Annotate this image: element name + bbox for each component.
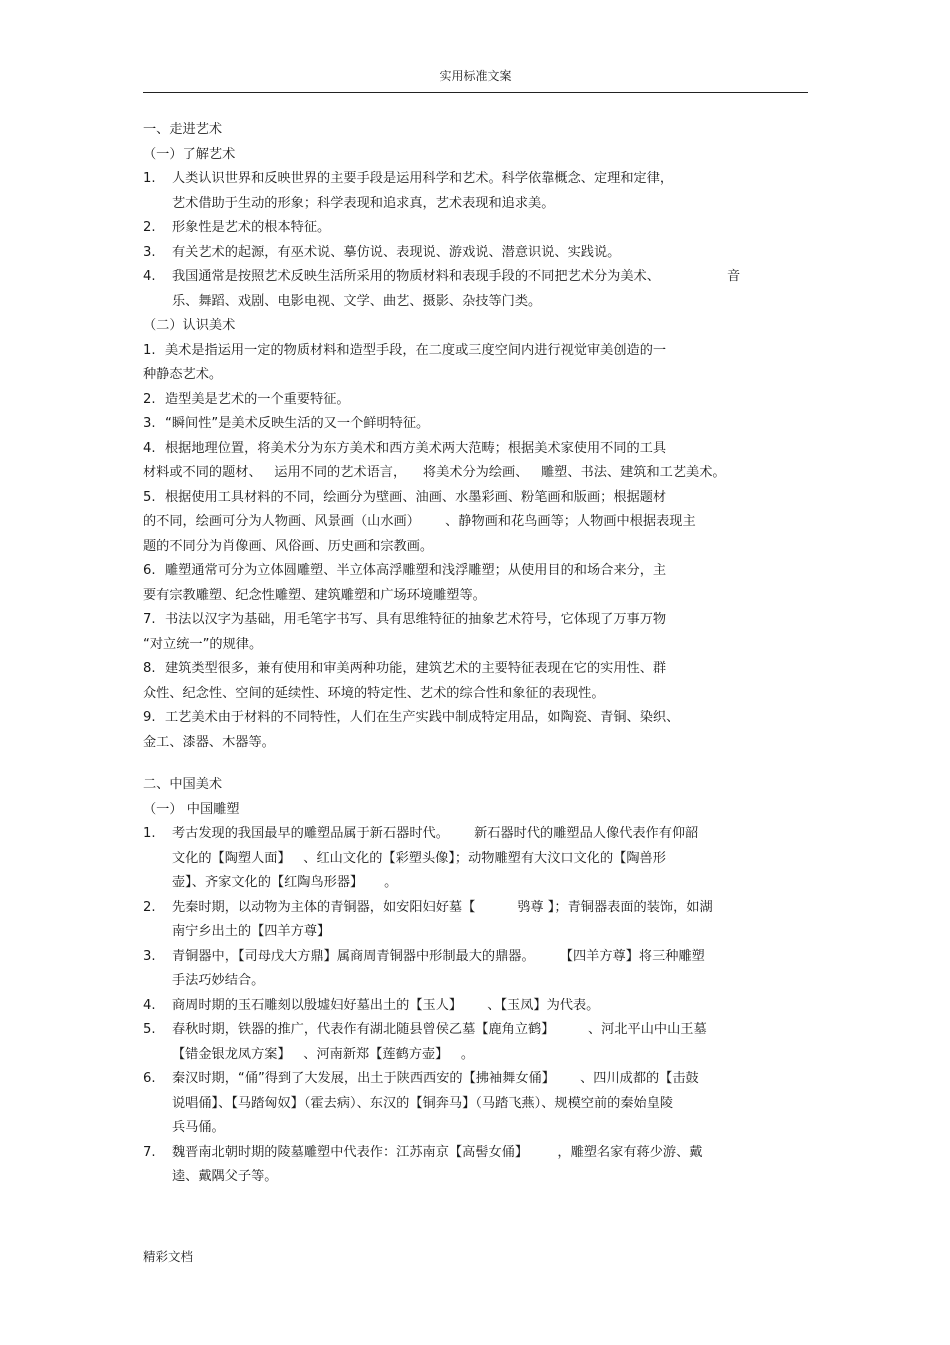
list-item-line	[143, 731, 808, 756]
section-heading: 一、走进艺术	[143, 122, 223, 137]
list-item	[143, 216, 808, 241]
page-header	[143, 66, 808, 93]
item-number: 1.	[143, 171, 156, 186]
section-heading: 二、中国美术	[143, 777, 223, 792]
list-item-line	[143, 1116, 808, 1141]
item-number: 1.	[143, 342, 156, 358]
item-number: 5.	[143, 1022, 156, 1037]
item-text: 形象性是艺术的根本特征。	[172, 220, 331, 235]
item-number: 5.	[143, 489, 156, 505]
item-text: 建筑类型很多，兼有使用和审美两种功能，建筑艺术的主要特征表现在它的实用性、群	[165, 661, 667, 676]
list-item-line	[143, 388, 808, 413]
item-text: 南宁乡出土的【四羊方尊】	[172, 924, 331, 939]
item-text: 要有宗教雕塑、纪念性雕塑、建筑雕塑和广场环境雕塑等。	[143, 587, 486, 603]
list-item-line	[143, 1141, 808, 1166]
item-text: 美术是指运用一定的物质材料和造型手段，在二度或三度空间内进行视觉审美创造的一	[165, 342, 667, 358]
item-text: 说唱俑】、【马踏匈奴】（霍去病）、东汉的【铜奔马】（马踏飞燕）、规模空前的秦始皇陵	[172, 1095, 674, 1111]
header-title: 实用标准文案	[439, 69, 512, 83]
item-text: 艺术借助于生动的形象；科学表现和追求真，艺术表现和追求美。	[172, 195, 555, 211]
item-number: 3.	[143, 416, 156, 431]
item-text: 金工、漆器、木器等。	[143, 734, 275, 750]
list-item	[143, 437, 808, 486]
list-item-line	[143, 682, 808, 707]
item-text: 魏晋南北朝时期的陵墓雕塑中代表作：江苏南京【高髻女俑】 ，雕塑名家有蒋少游、戴	[172, 1144, 703, 1160]
item-text: 先秦时期，以动物为主体的青铜器，如安阳妇好墓【 鸮尊 】；青铜器表面的装饰，如湖	[172, 899, 713, 915]
item-text: 我国通常是按照艺术反映生活所采用的物质材料和表现手段的不同把艺术分为美术、 音	[172, 269, 741, 284]
item-text: 文化的【陶塑人面】 、红山文化的【彩塑头像】；动物雕塑有大汶口文化的【陶兽形	[172, 850, 666, 866]
subsection-heading: （二）认识美术	[143, 318, 236, 333]
item-text: “瞬间性”是美术反映生活的又一个鲜明特征。	[165, 416, 430, 431]
list-item-line	[143, 216, 808, 241]
list-item-line	[143, 822, 808, 847]
list-item	[143, 167, 808, 216]
item-text: 秦汉时期，“俑”得到了大发展，出土于陕西西安的【拂袖舞女俑】 、四川成都的【击鼓	[172, 1071, 699, 1086]
subsection-heading: （一） 中国雕塑	[143, 801, 240, 817]
list-item-line	[143, 265, 808, 290]
list-item-line	[143, 192, 808, 217]
list-item-line	[143, 486, 808, 511]
list-item-line	[143, 871, 808, 896]
item-text: 根据地理位置，将美术分为东方美术和西方美术两大范畴；根据美术家使用不同的工具	[165, 440, 667, 456]
list-item	[143, 1141, 808, 1190]
list-item-line	[143, 584, 808, 609]
list-item-line	[143, 437, 808, 462]
list-item	[143, 1067, 808, 1141]
list-item	[143, 896, 808, 945]
item-text: 雕塑通常可分为立体圆雕塑、半立体高浮雕塑和浅浮雕塑；从使用目的和场合来分，主	[165, 563, 667, 578]
item-text: 材料或不同的题材、 运用不同的艺术语言， 将美术分为绘画、 雕塑、书法、建筑和工艺美术。	[143, 465, 726, 480]
list-item-line	[143, 657, 808, 682]
list-item-line	[143, 167, 808, 192]
list-item-line	[143, 706, 808, 731]
item-text: 根据使用工具材料的不同，绘画分为壁画、油画、水墨彩画、粉笔画和版画；根据题材	[165, 489, 667, 505]
list-item-line	[143, 1165, 808, 1190]
item-number: 3.	[143, 948, 156, 964]
list-item-line	[143, 290, 808, 315]
list-item	[143, 388, 808, 413]
list-item	[143, 412, 808, 437]
list-item-line	[143, 559, 808, 584]
item-text: 种静态艺术。	[143, 367, 223, 382]
item-number: 3.	[143, 244, 156, 260]
list-item	[143, 994, 808, 1019]
list-item-line	[143, 608, 808, 633]
item-text: 人类认识世界和反映世界的主要手段是运用科学和艺术。科学依靠概念、定理和定律，	[172, 171, 674, 186]
list-item-line	[143, 1092, 808, 1117]
list-item-line	[143, 1043, 808, 1068]
list-item-line	[143, 535, 808, 560]
item-number: 6.	[143, 563, 156, 578]
list-item-line	[143, 1018, 808, 1043]
item-number: 1.	[143, 826, 156, 841]
list-item-line	[143, 847, 808, 872]
list-item	[143, 657, 808, 706]
item-text: 【错金银龙凤方案】 、河南新郑【莲鹤方壶】 。	[172, 1046, 475, 1062]
list-item-line	[143, 363, 808, 388]
item-text: 手法巧妙结合。	[172, 973, 265, 988]
item-text: 工艺美术由于材料的不同特性，人们在生产实践中制成特定用品，如陶瓷、青铜、染织、	[165, 710, 680, 725]
document-body	[143, 118, 808, 1190]
list-item-line	[143, 510, 808, 535]
item-text: 众性、纪念性、空间的延续性、环境的特定性、艺术的综合性和象征的表现性。	[143, 685, 605, 701]
item-text: 兵马俑。	[172, 1120, 225, 1135]
item-text: 乐、舞蹈、戏剧、电影电视、文学、曲艺、摄影、杂技等门类。	[172, 293, 542, 309]
item-text: 青铜器中，【司母戊大方鼎】属商周青铜器中形制最大的鼎器。 【四羊方尊】将三种雕塑	[172, 948, 705, 964]
list-item	[143, 706, 808, 755]
item-number: 8.	[143, 661, 156, 676]
list-item	[143, 945, 808, 994]
item-number: 4.	[143, 440, 156, 456]
list-item-line	[143, 339, 808, 364]
item-number: 2.	[143, 899, 156, 915]
item-text: 逵、戴隅父子等。	[172, 1169, 278, 1184]
item-number: 7.	[143, 1144, 156, 1160]
item-text: 春秋时期，铁器的推广，代表作有湖北随县曾侯乙墓【鹿角立鹤】 、河北平山中山王墓	[172, 1022, 707, 1037]
list-item	[143, 608, 808, 657]
list-item-line	[143, 969, 808, 994]
list-item-line	[143, 412, 808, 437]
item-text: 考古发现的我国最早的雕塑品属于新石器时代。 新石器时代的雕塑品人像代表作有仰韶	[172, 826, 699, 841]
list-item-line	[143, 1067, 808, 1092]
item-number: 2.	[143, 220, 156, 235]
list-item-line	[143, 896, 808, 921]
list-item-line	[143, 461, 808, 486]
list-item-line	[143, 920, 808, 945]
item-number: 4.	[143, 269, 156, 284]
subsection-heading: （一）了解艺术	[143, 146, 236, 162]
item-text: 题的不同分为肖像画、风俗画、历史画和宗教画。	[143, 538, 434, 554]
list-item	[143, 559, 808, 608]
item-text: 有关艺术的起源，有巫术说、摹仿说、表现说、游戏说、潜意识说、实践说。	[172, 244, 621, 260]
item-number: 4.	[143, 997, 156, 1013]
section-spacer	[143, 755, 808, 773]
footer-text: 精彩文档	[143, 1249, 194, 1264]
list-item-line	[143, 633, 808, 658]
list-item	[143, 241, 808, 266]
list-item	[143, 339, 808, 388]
list-item	[143, 1018, 808, 1067]
item-text: 商周时期的玉石雕刻以殷墟妇好墓出土的【玉人】 、【玉凤】为代表。	[172, 997, 600, 1013]
item-text: “对立统一”的规律。	[143, 636, 263, 652]
item-number: 2.	[143, 391, 156, 407]
item-number: 7.	[143, 612, 156, 627]
list-item	[143, 265, 808, 314]
item-text: 的不同，绘画可分为人物画、风景画（山水画） 、静物画和花鸟画等；人物画中根据表现主	[143, 514, 696, 529]
list-item	[143, 822, 808, 896]
item-text: 书法以汉字为基础，用毛笔字书写、具有思维特征的抽象艺术符号，它体现了万事万物	[165, 612, 667, 627]
item-text: 造型美是艺术的一个重要特征。	[165, 391, 350, 407]
list-item-line	[143, 241, 808, 266]
page-footer	[143, 1248, 193, 1266]
list-item-line	[143, 945, 808, 970]
list-item-line	[143, 994, 808, 1019]
item-text: 壶】、齐家文化的【红陶鸟形器】 。	[172, 875, 398, 890]
item-number: 6.	[143, 1071, 156, 1086]
list-item	[143, 486, 808, 560]
item-number: 9.	[143, 710, 156, 725]
